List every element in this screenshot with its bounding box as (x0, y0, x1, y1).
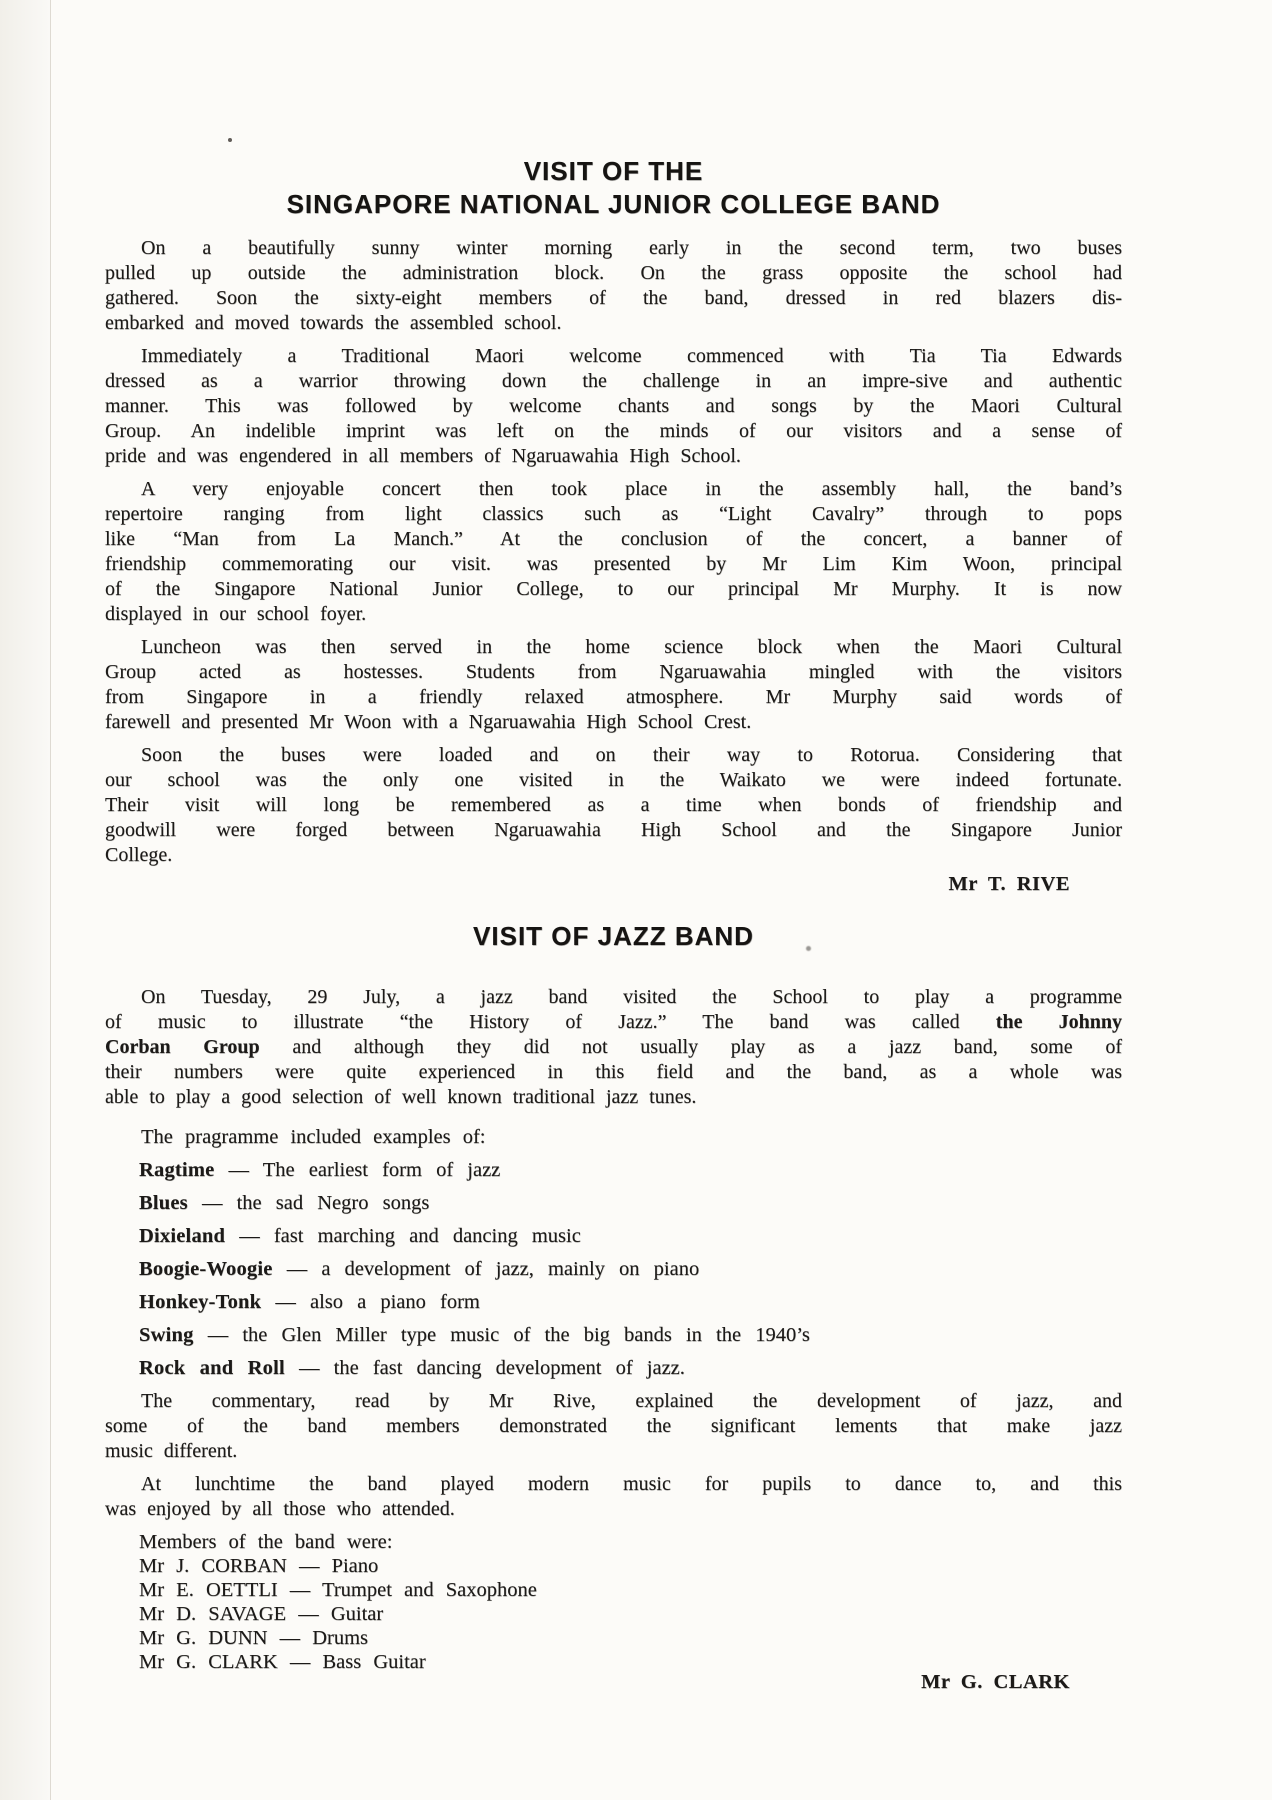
text-line: from Singapore in a friendly relaxed atmosphere. Mr Murphy said words of (105, 686, 1122, 708)
line-segment: and although they did not usually play as a jazz band, some of (259, 1036, 1122, 1058)
paragraph (105, 743, 1122, 868)
genre-term: Blues (139, 1192, 188, 1214)
text-line: their numbers were quite experienced in this field and the band, as a whole was (105, 1061, 1122, 1083)
scan-edge-shadow (0, 0, 51, 1800)
text-line: displayed in our school foyer. (105, 603, 367, 625)
text-line: Their visit will long be remembered as a time when bonds of friendship and (105, 794, 1122, 816)
text-line: manner. This was followed by welcome chants and songs by the Maori Cultural (105, 395, 1122, 417)
text-line: gathered. Soon the sixty-eight members of the band, dressed in red blazers dis- (105, 287, 1122, 309)
text-line: music different. (105, 1440, 238, 1462)
article1-signature: Mr T. RIVE (948, 873, 1070, 895)
text-line (105, 1035, 1122, 1060)
genre-term: Dixieland (139, 1225, 226, 1247)
genre-term: Boogie-Woogie (139, 1258, 273, 1280)
genre-term: Honkey-Tonk (139, 1291, 262, 1313)
text-line: pulled up outside the administration block. On the grass opposite the school had (105, 262, 1122, 284)
text-line: At lunchtime the band played modern music for pupils to dance to, and this (141, 1473, 1122, 1495)
genre-description: — the sad Negro songs (201, 1192, 430, 1214)
text-line: farewell and presented Mr Woon with a Ngaruawahia High School Crest. (105, 711, 752, 733)
genre-item (105, 1356, 1122, 1381)
text-line: some of the band members demonstrated the significant lements that make jazz (105, 1415, 1122, 1437)
text-line: goodwill were forged between Ngaruawahia High School and the Singapore Junior (105, 819, 1122, 841)
title-line: VISIT OF THE (523, 156, 704, 186)
text-line: friendship commemorating our visit. was presented by Mr Lim Kim Woon, principal (105, 553, 1122, 575)
text-line: repertoire ranging from light classics such as “Light Cavalry” through to pops (105, 503, 1122, 525)
genre-item (105, 1257, 1122, 1282)
text-line: On Tuesday, 29 July, a jazz band visited the School to play a programme (141, 986, 1122, 1008)
member-line: Mr E. OETTLI — Trumpet and Saxophone (139, 1579, 537, 1601)
paragraph (105, 635, 1122, 735)
text-line: The commentary, read by Mr Rive, explained the development of jazz, and (141, 1390, 1122, 1412)
genre-description: — the Glen Miller type music of the big bands in the 1940’s (207, 1324, 810, 1346)
text-line: like “Man from La Manch.” At the conclusion of the concert, a banner of (105, 528, 1122, 550)
text-line: A very enjoyable concert then took place in the assembly hall, the band’s (141, 478, 1122, 500)
paragraph (105, 985, 1122, 1110)
genre-description: — The earliest form of jazz (228, 1159, 501, 1181)
genre-term: Ragtime (139, 1159, 215, 1181)
text-line: Group. An indelible imprint was left on the minds of our visitors and a sense of (105, 420, 1122, 442)
text-line: dressed as a warrior throwing down the challenge in an impre-sive and authentic (105, 370, 1122, 392)
text-line: our school was the only one visited in the Waikato we were indeed fortunate. (105, 769, 1122, 791)
paragraph (105, 1472, 1122, 1522)
line-segment-bold: the Johnny (995, 1011, 1122, 1033)
genre-description: — also a piano form (275, 1291, 480, 1313)
genre-description: — the fast dancing development of jazz. (299, 1357, 685, 1379)
text-line: College. (105, 844, 173, 866)
text-line: Group acted as hostesses. Students from Ngaruawahia mingled with the visitors (105, 661, 1122, 683)
genre-term: Swing (139, 1324, 194, 1346)
member-line: Mr J. CORBAN — Piano (139, 1555, 379, 1577)
programme-intro: The pragramme included examples of: (141, 1126, 486, 1148)
genre-description: — a development of jazz, mainly on piano (286, 1258, 700, 1280)
text-line: Immediately a Traditional Maori welcome commenced with Tia Tia Edwards (141, 345, 1122, 367)
text-line: embarked and moved towards the assembled school. (105, 312, 562, 334)
paragraph (105, 1389, 1122, 1464)
title-line: SINGAPORE NATIONAL JUNIOR COLLEGE BAND (286, 189, 941, 219)
line-segment-bold: Corban Group (105, 1036, 260, 1058)
article2-title: VISIT OF JAZZ BAND (473, 921, 754, 951)
paragraph (105, 477, 1122, 627)
genre-item (105, 1191, 1122, 1216)
genre-term: Rock and Roll (139, 1357, 285, 1379)
line-segment: of music to illustrate “the History of Jazz.” The band was called (105, 1011, 996, 1033)
text-line: able to play a good selection of well known traditional jazz tunes. (105, 1086, 697, 1108)
article2-signature: Mr G. CLARK (921, 1671, 1070, 1693)
member-line: Mr G. DUNN — Drums (139, 1627, 369, 1649)
member-line: Mr G. CLARK — Bass Guitar (139, 1651, 426, 1673)
text-line: pride and was engendered in all members of Ngaruawahia High School. (105, 445, 741, 467)
text-line: of the Singapore National Junior College, to our principal Mr Murphy. It is now (105, 578, 1122, 600)
genre-description: — fast marching and dancing music (239, 1225, 581, 1247)
text-line (105, 1010, 1122, 1035)
genre-item (105, 1224, 1122, 1249)
genre-item (105, 1323, 1122, 1348)
genre-item (105, 1158, 1122, 1183)
text-line: On a beautifully sunny winter morning early in the second term, two buses (141, 237, 1122, 259)
members-list (105, 1530, 1122, 1674)
members-intro: Members of the band were: (139, 1531, 393, 1553)
text-line: Soon the buses were loaded and on their way to Rotorua. Considering that (141, 744, 1122, 766)
text-column (105, 0, 1122, 1695)
text-line: Luncheon was then served in the home science block when the Maori Cultural (141, 636, 1122, 658)
genre-item (105, 1290, 1122, 1315)
paragraph (105, 236, 1122, 336)
paragraph (105, 344, 1122, 469)
member-line: Mr D. SAVAGE — Guitar (139, 1603, 384, 1625)
article1-title (105, 155, 1122, 221)
text-line: was enjoyed by all those who attended. (105, 1498, 455, 1520)
